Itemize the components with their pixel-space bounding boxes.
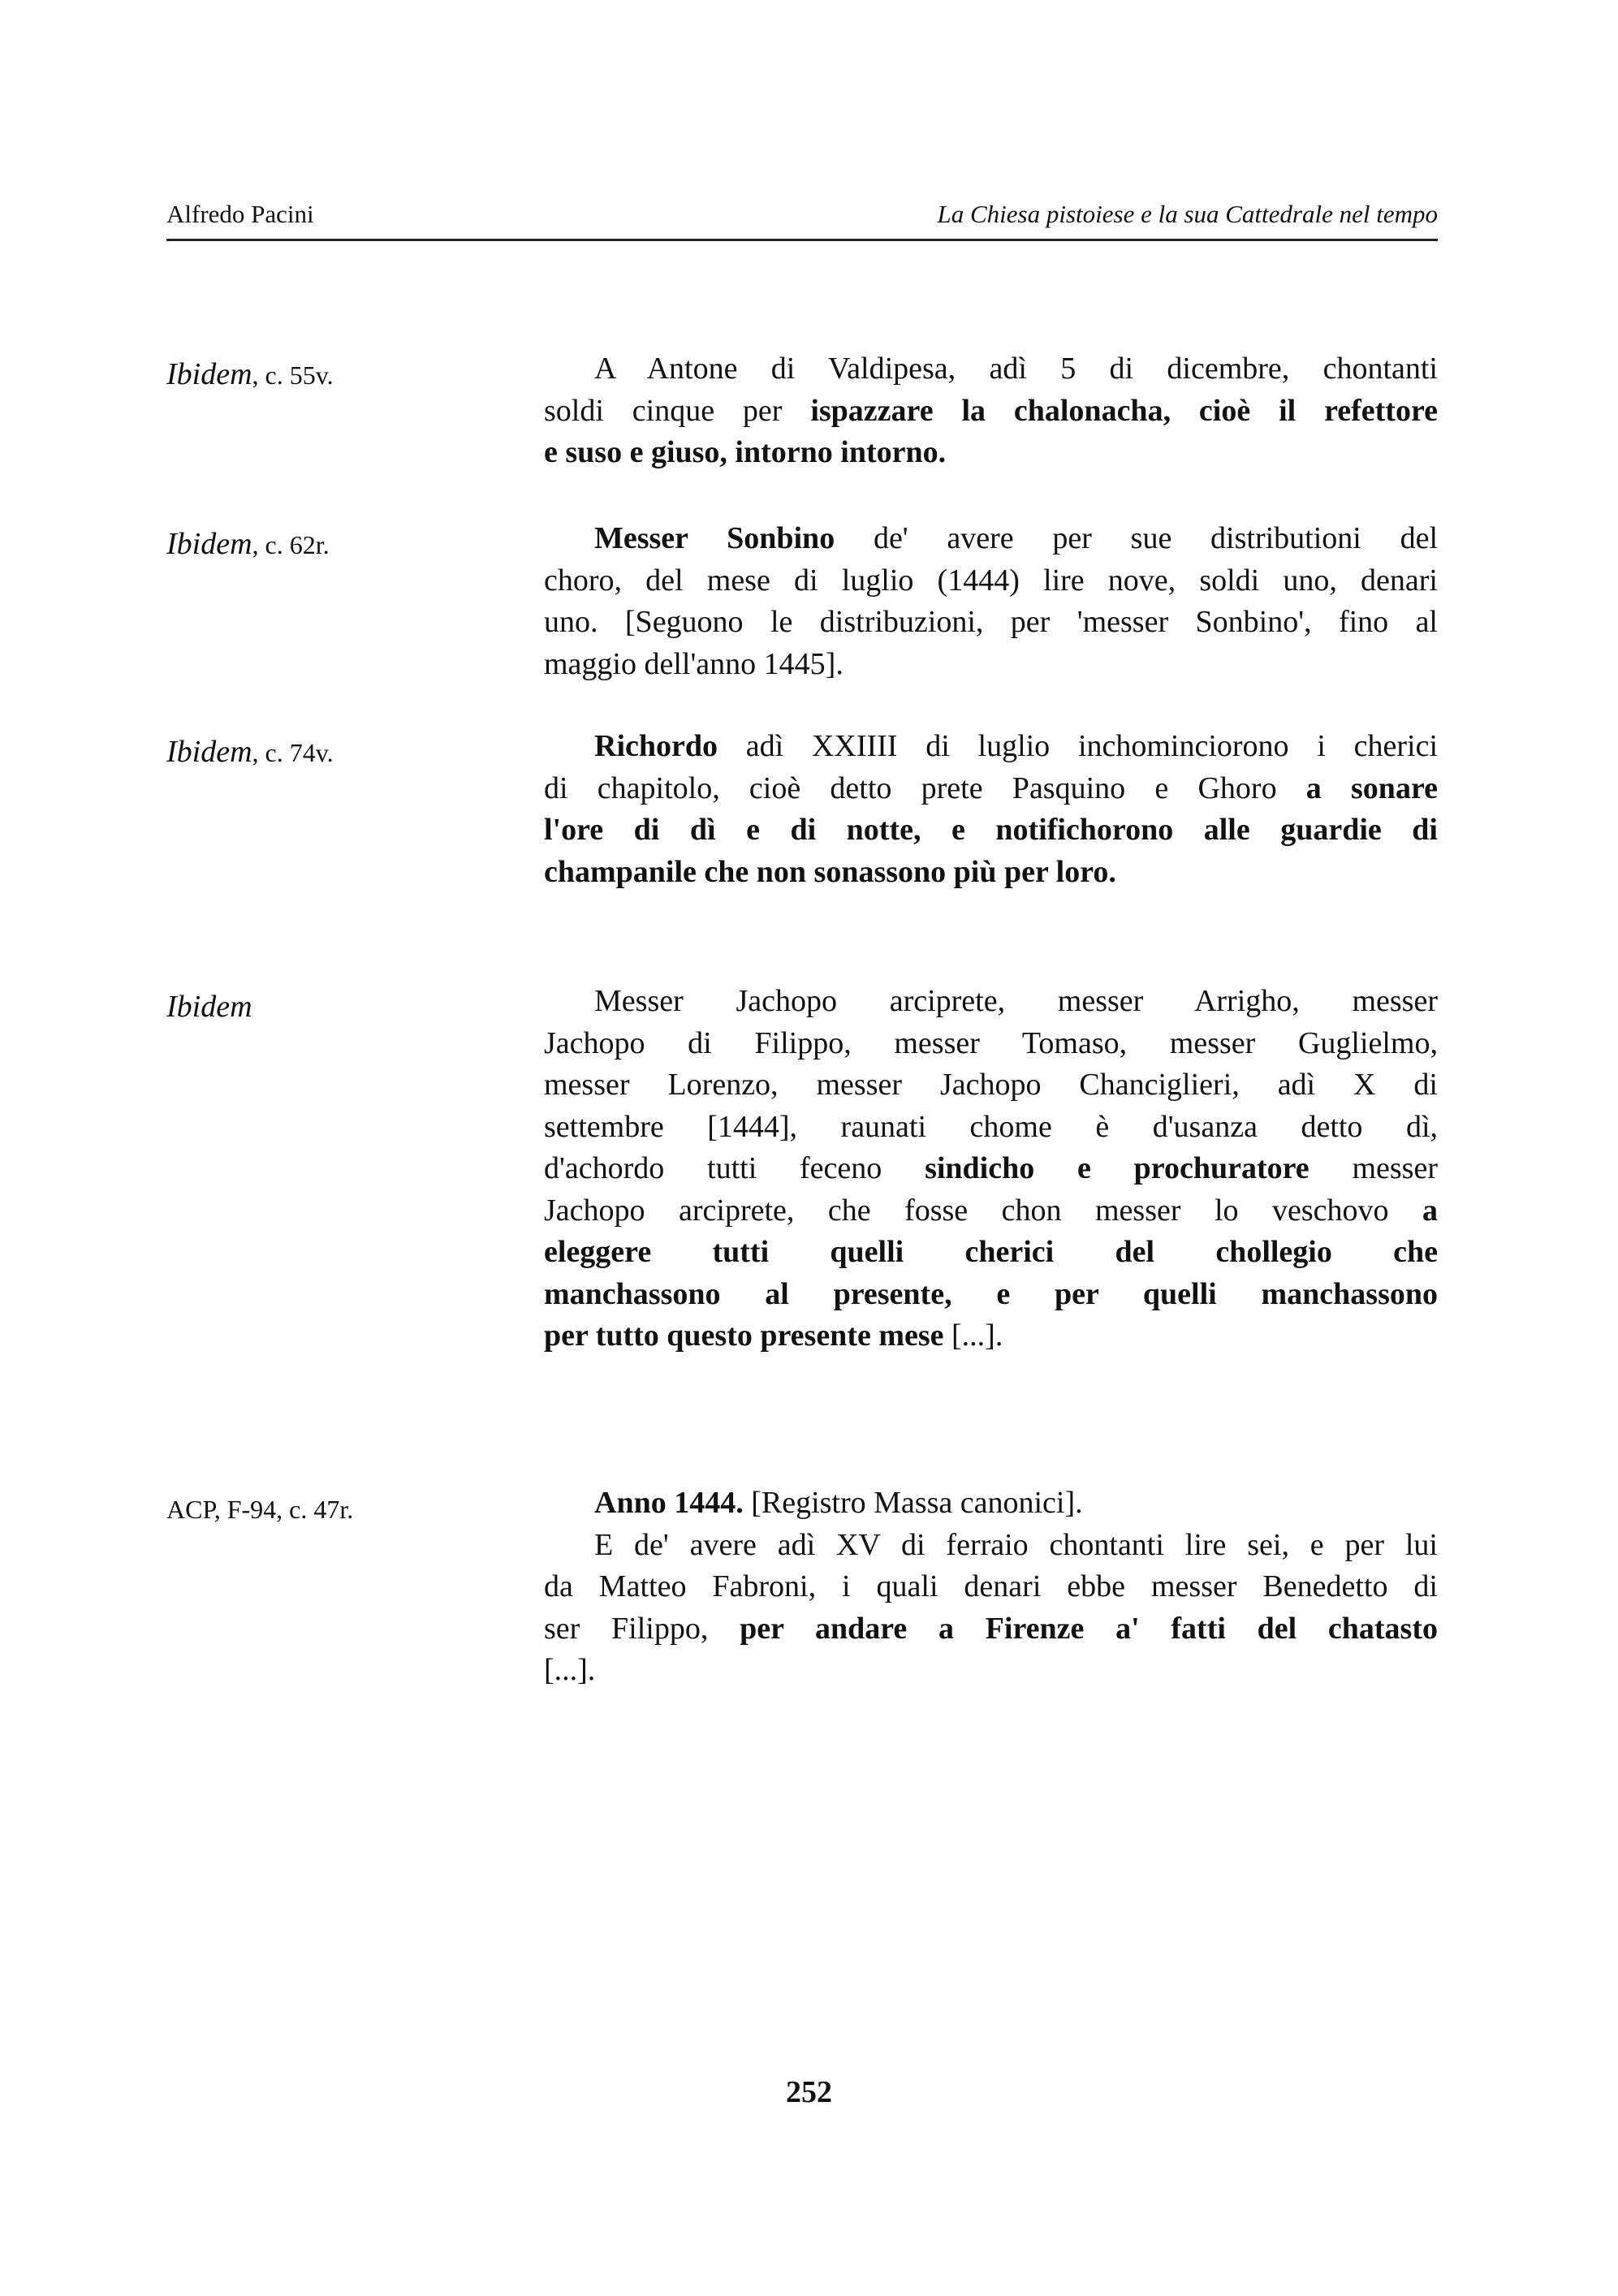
bold-text: a sonare [1305, 770, 1438, 805]
text-line [544, 726, 1438, 768]
reference-folio: , c. 74v. [252, 738, 334, 767]
text-run: [...]. [544, 1653, 596, 1687]
text-line [544, 981, 1438, 1023]
text-line [544, 644, 1438, 686]
text-run: messer [1309, 1151, 1438, 1185]
bold-text: Richordo [594, 729, 718, 763]
source-reference [166, 734, 334, 770]
source-reference [166, 989, 252, 1025]
text-run: soldi cinque per [544, 393, 811, 428]
text-line [544, 1148, 1438, 1190]
transcription-entry [544, 981, 1438, 1357]
page-number: 252 [786, 2075, 832, 2109]
running-header-author: Alfredo Pacini [166, 200, 314, 228]
text-line [544, 809, 1438, 852]
reference-folio: , c. 55v. [252, 360, 334, 390]
text-line [544, 1566, 1438, 1608]
text-run: settembre [1444], raunati chome è d'usanza detto dì, [544, 1109, 1438, 1144]
bold-text: l'ore di dì e di notte, e notifichorono alle guardie di [544, 813, 1438, 847]
bold-text: sindicho e prochuratore [925, 1151, 1310, 1185]
text-run: messer Lorenzo, messer Jachopo Chanciglieri, adì X di [544, 1068, 1438, 1102]
text-line [544, 1023, 1438, 1065]
text-line [544, 432, 1438, 474]
text-run: Jachopo di Filippo, messer Tomaso, messer Guglielmo, [544, 1025, 1438, 1060]
text-run: maggio dell'anno 1445]. [544, 646, 844, 681]
bold-text: eleggere tutti quelli cherici del chollegio che [544, 1235, 1438, 1269]
text-run: [...]. [943, 1318, 1003, 1353]
reference-main: Ibidem [166, 735, 252, 769]
text-line [544, 518, 1438, 560]
text-line [544, 1525, 1438, 1567]
text-run: Jachopo arciprete, che fosse chon messer lo veschovo [544, 1193, 1422, 1228]
bold-text: manchassono al presente, e per quelli manchassono [544, 1276, 1438, 1311]
text-line [544, 1315, 1438, 1357]
source-reference [166, 1491, 353, 1526]
reference-folio: , c. 62r. [252, 530, 330, 559]
text-line [544, 852, 1438, 894]
text-line [544, 1232, 1438, 1274]
text-run: di chapitolo, cioè detto prete Pasquino e Ghoro [544, 770, 1306, 805]
text-run: ser Filippo, [544, 1611, 740, 1646]
text-run: E de' avere adì XV di ferraio chontanti lire sei, e per lui [594, 1527, 1438, 1562]
transcription-entry [544, 726, 1438, 893]
bold-text: a [1422, 1193, 1438, 1228]
text-run: [Registro Massa canonici]. [743, 1486, 1083, 1520]
transcription-entry [544, 518, 1438, 685]
text-line [544, 1608, 1438, 1651]
bold-text: Messer Sonbino [594, 521, 835, 555]
text-line [544, 1107, 1438, 1149]
transcription-entry [544, 1482, 1438, 1692]
text-run: adì XXIIII di luglio inchominciorono i cherici [718, 729, 1438, 763]
header-rule [166, 239, 1438, 241]
text-run: d'achordo tutti feceno [544, 1151, 925, 1185]
text-run: de' avere per sue distributioni del [835, 521, 1438, 555]
reference-main: Ibidem [166, 357, 252, 391]
reference-main: Ibidem [166, 527, 252, 561]
text-line [544, 1064, 1438, 1107]
text-line [544, 348, 1438, 391]
text-line [544, 1274, 1438, 1316]
bold-text: ispazzare la chalonacha, cioè il refettore [810, 393, 1438, 428]
text-run: da Matteo Fabroni, i quali denari ebbe messer Benedetto di [544, 1569, 1438, 1603]
source-reference [166, 356, 334, 392]
bold-text: e suso e giuso, intorno intorno. [544, 435, 947, 469]
reference-main: Ibidem [166, 990, 252, 1024]
text-run: Messer Jachopo arciprete, messer Arrigho, messer [594, 984, 1438, 1018]
bold-text: Anno 1444. [594, 1486, 744, 1520]
source-reference [166, 526, 330, 562]
text-line [544, 560, 1438, 602]
reference-main: ACP, F-94, c. 47r. [166, 1495, 354, 1524]
transcription-entry [544, 348, 1438, 474]
text-line [544, 391, 1438, 433]
text-line [544, 602, 1438, 644]
bold-text: per andare a Firenze a' fatti del chatasto [740, 1611, 1438, 1646]
text-run: A Antone di Valdipesa, adì 5 di dicembre, chontanti [594, 352, 1438, 386]
text-line [544, 1650, 1438, 1692]
text-line [544, 768, 1438, 810]
text-run: choro, del mese di luglio (1444) lire nove, soldi uno, denari [544, 563, 1438, 598]
bold-text: per tutto questo presente mese [544, 1318, 944, 1353]
text-line [544, 1482, 1438, 1525]
bold-text: champanile che non sonassono più per loro. [544, 854, 1116, 889]
text-run: uno. [Seguono le distribuzioni, per 'messer Sonbino', fino al [544, 605, 1438, 639]
text-line [544, 1190, 1438, 1232]
running-header-title: La Chiesa pistoiese e la sua Cattedrale nel tempo [937, 200, 1438, 228]
